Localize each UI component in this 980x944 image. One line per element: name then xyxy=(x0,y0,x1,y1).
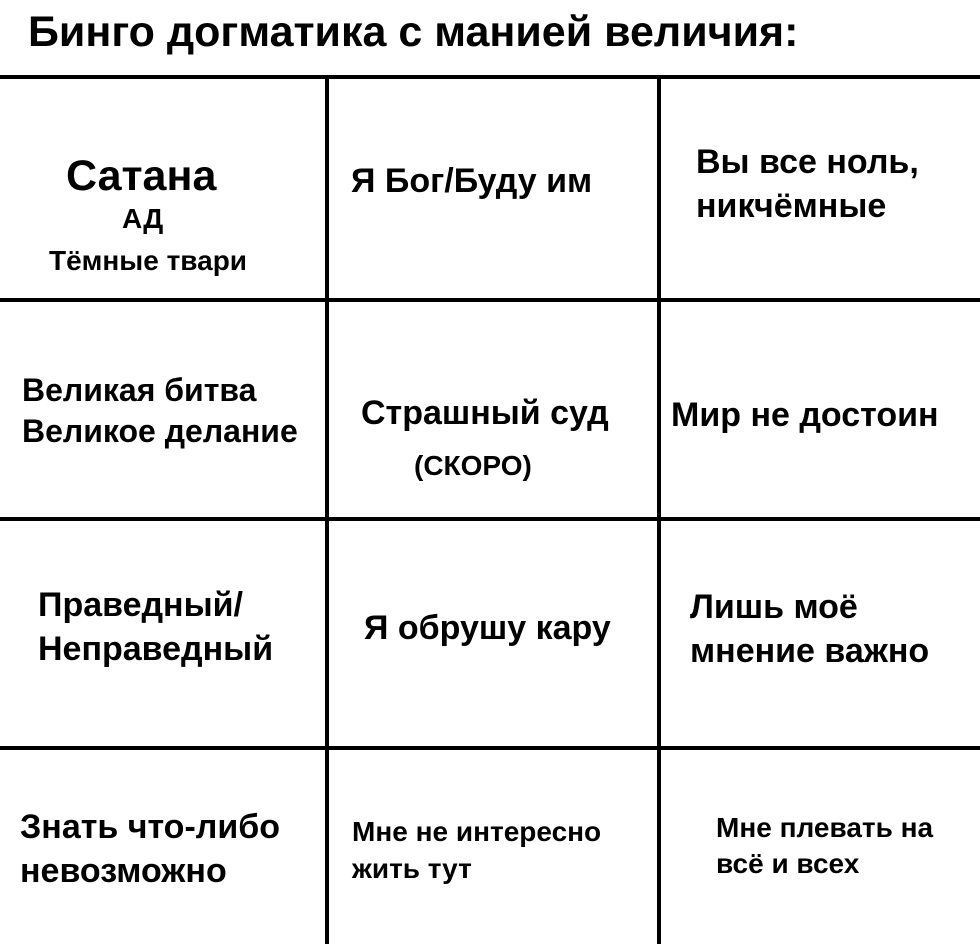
cell-punishment: Я обрушу кару xyxy=(364,609,611,647)
cell-last-judgement-soon: (СКОРО) xyxy=(414,450,532,481)
grid-line-row1 xyxy=(0,298,980,302)
cell-not-interested-line2: жить тут xyxy=(352,853,472,884)
cell-dont-care-line2: всё и всех xyxy=(716,848,860,879)
cell-my-opinion-line1: Лишь моё xyxy=(690,588,858,626)
cell-satana-hell: АД xyxy=(122,203,164,234)
cell-know-anything-line2: невозможно xyxy=(20,852,227,890)
cell-not-interested-line1: Мне не интересно xyxy=(352,816,602,847)
cell-great-battle-line2: Великое делание xyxy=(22,413,298,449)
cell-my-opinion-line2: мнение важно xyxy=(690,632,930,670)
cell-world-unworthy: Мир не достоин xyxy=(671,396,939,434)
cell-satana-creatures: Тёмные твари xyxy=(49,245,248,276)
cell-righteous-line1: Праведный/ xyxy=(38,586,243,624)
cell-satana-main: Сатана xyxy=(66,152,217,200)
grid-line-row3 xyxy=(0,746,980,750)
cell-last-judgement: Страшный суд xyxy=(361,394,609,432)
page-title: Бинго догматика с манией величия: xyxy=(28,8,799,56)
cell-i-am-god: Я Бог/Буду им xyxy=(351,162,593,200)
cell-you-are-zero-line2: никчёмные xyxy=(696,187,887,225)
cell-righteous-line2: Неправедный xyxy=(38,630,274,668)
cell-great-battle-line1: Великая битва xyxy=(22,372,257,408)
grid-line-col1 xyxy=(325,75,329,944)
cell-dont-care-line1: Мне плевать на xyxy=(716,812,934,843)
grid-line-col2 xyxy=(657,75,661,944)
grid-line-top xyxy=(0,75,980,79)
grid-line-row2 xyxy=(0,517,980,521)
cell-know-anything-line1: Знать что-либо xyxy=(20,808,281,846)
cell-you-are-zero-line1: Вы все ноль, xyxy=(696,143,919,181)
